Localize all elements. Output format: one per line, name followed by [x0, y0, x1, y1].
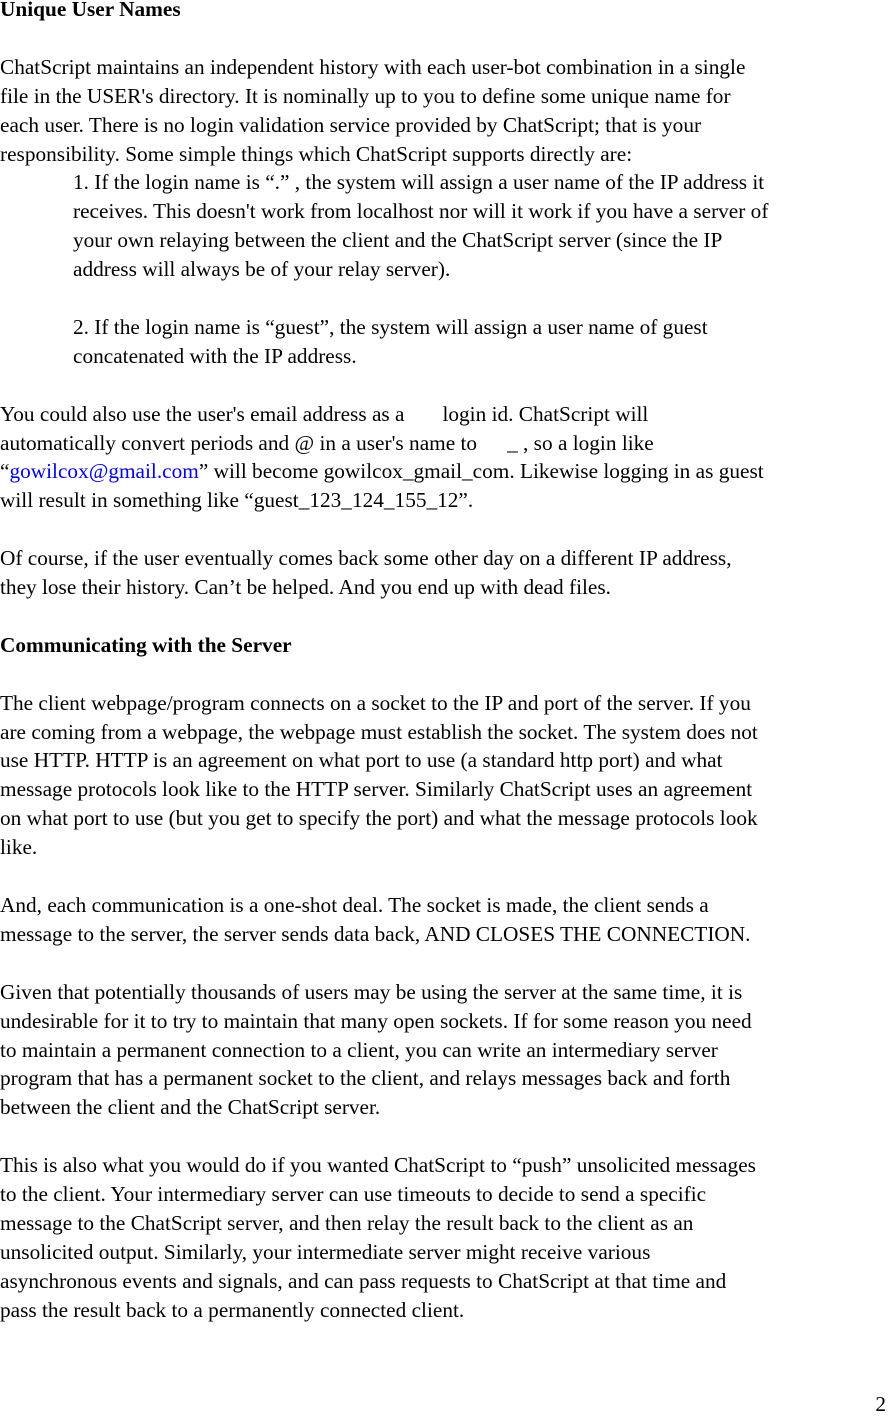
section-heading-unique-user-names: Unique User Names — [0, 0, 181, 21]
page-number: 2 — [875, 1392, 886, 1416]
text-line: each user. There is no login validation service provided by ChatScript; that is your — [0, 112, 702, 137]
text-line: The client webpage/program connects on a socket to the IP and port of the server. If you — [0, 690, 751, 715]
text-line: use HTTP. HTTP is an agreement on what port to use (a standard http port) and what — [0, 748, 723, 773]
text-fragment: login id. ChatScript will — [442, 401, 649, 426]
spacer — [0, 1122, 895, 1151]
text-line: are coming from a webpage, the webpage must establish the socket. The system does not — [0, 719, 758, 744]
spacer — [0, 602, 895, 631]
paragraph-push-messages — [0, 1151, 895, 1324]
section-heading-communicating: Communicating with the Server — [0, 632, 292, 657]
spacer — [0, 371, 895, 400]
list-item-dot-login — [0, 168, 895, 284]
text-line: Of course, if the user eventually comes back some other day on a different IP address, — [0, 546, 732, 571]
text-line: they lose their history. Can’t be helped. And you end up with dead files. — [0, 575, 611, 600]
text-line: program that has a permanent socket to the client, and relays messages back and forth — [0, 1066, 731, 1091]
text-line: your own relaying between the client and the ChatScript server (since the IP — [73, 228, 723, 253]
paragraph-ip-change — [0, 544, 895, 602]
text-line: message to the server, the server sends data back, AND CLOSES THE CONNECTION. — [0, 921, 751, 946]
text-line: unsolicited output. Similarly, your intermediate server might receive various — [0, 1239, 651, 1264]
text-line: on what port to use (but you get to specify the port) and what the message protocols look — [0, 806, 758, 831]
text-fragment: _ , so a login like — [507, 430, 654, 455]
paragraph-socket-connection — [0, 689, 895, 862]
text-line: message protocols look like to the HTTP server. Similarly ChatScript uses an agreement — [0, 777, 753, 802]
text-line: like. — [0, 835, 38, 860]
spacer — [0, 949, 895, 978]
text-line: concatenated with the IP address. — [73, 343, 357, 368]
paragraph-intro — [0, 53, 895, 169]
text-line: file in the USER's directory. It is nominally up to you to define some unique name for — [0, 83, 731, 108]
text-line: receives. This doesn't work from localhost nor will it work if you have a server of — [73, 199, 769, 224]
text-line: pass the result back to a permanently connected client. — [0, 1297, 465, 1322]
text-line: This is also what you would do if you wanted ChatScript to “push” unsolicited messages — [0, 1153, 756, 1178]
text-fragment: You could also use the user's email address as a — [0, 401, 405, 426]
text-line: 1. If the login name is “.” , the system will assign a user name of the IP address it — [73, 170, 765, 195]
text-line — [0, 429, 895, 458]
spacer — [0, 862, 895, 891]
text-fragment: automatically convert periods and @ in a user's name to — [0, 430, 478, 455]
text-line: to the client. Your intermediary server can use timeouts to decide to send a specific — [0, 1182, 707, 1207]
email-link[interactable]: gowilcox@gmail.com — [9, 459, 199, 484]
text-line: asynchronous events and signals, and can pass requests to ChatScript at that time and — [0, 1268, 727, 1293]
list-item-guest-login — [0, 313, 895, 371]
spacer — [0, 515, 895, 544]
text-fragment: ” will become gowilcox_gmail_com. Likewise logging in as guest — [198, 459, 764, 484]
spacer — [0, 24, 895, 53]
text-line — [0, 400, 895, 429]
paragraph-one-shot — [0, 891, 895, 949]
text-line: message to the ChatScript server, and then relay the result back to the client as an — [0, 1210, 694, 1235]
text-line: address will always be of your relay server). — [73, 257, 451, 282]
text-line: responsibility. Some simple things which ChatScript supports directly are: — [0, 141, 633, 166]
text-line: will result in something like “guest_123_124_155_12”. — [0, 488, 474, 513]
text-line: And, each communication is a one-shot deal. The socket is made, the client sends a — [0, 892, 709, 917]
text-line: 2. If the login name is “guest”, the system will assign a user name of guest — [73, 314, 708, 339]
text-line: to maintain a permanent connection to a client, you can write an intermediary server — [0, 1037, 718, 1062]
text-line: between the client and the ChatScript server. — [0, 1095, 381, 1120]
text-line: ChatScript maintains an independent history with each user-bot combination in a single — [0, 54, 746, 79]
paragraph-intermediary-server — [0, 978, 895, 1123]
spacer — [0, 660, 895, 689]
paragraph-email-login — [0, 400, 895, 516]
text-line: Given that potentially thousands of users may be using the server at the same time, it is — [0, 979, 743, 1004]
text-line — [0, 457, 895, 486]
spacer — [0, 284, 895, 313]
open-quote: “ — [0, 459, 10, 484]
text-line: undesirable for it to try to maintain that many open sockets. If for some reason you need — [0, 1008, 752, 1033]
